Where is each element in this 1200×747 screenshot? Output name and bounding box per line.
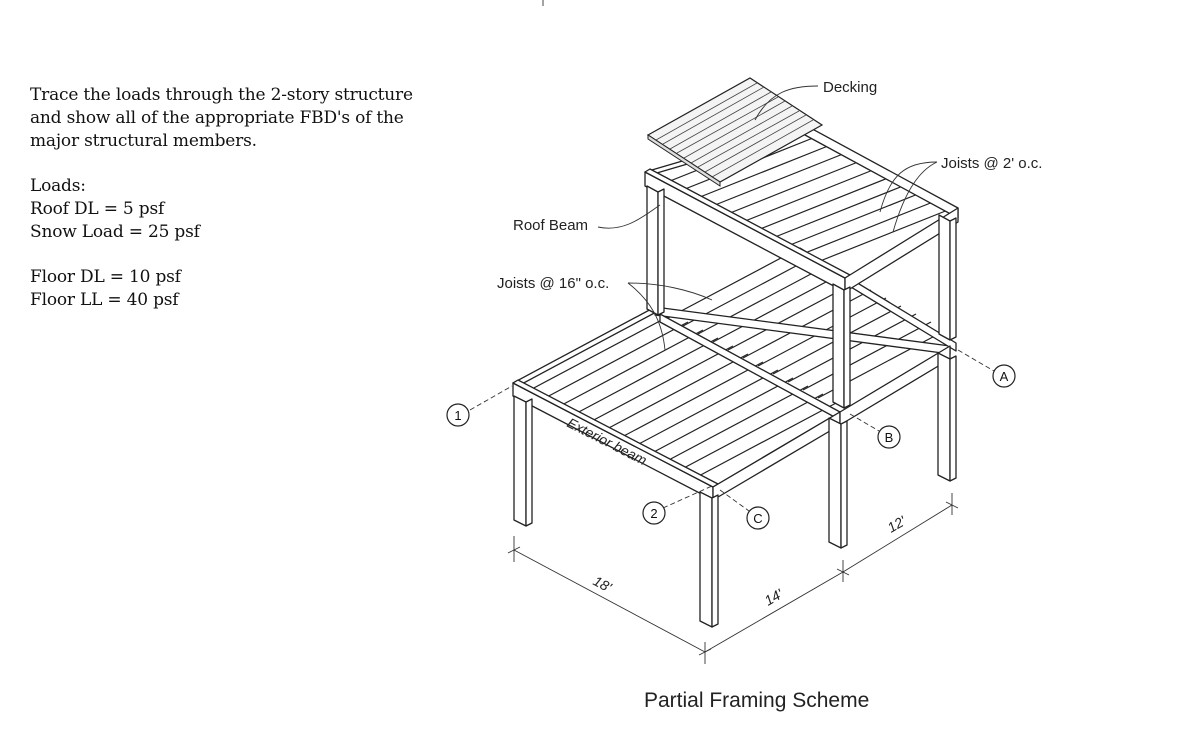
floor-joists-label: Joists @ 16" o.c. <box>497 275 610 292</box>
floor-live-load: Floor LL = 40 psf <box>30 290 179 310</box>
floor-dead-load: Floor DL = 10 psf <box>30 267 181 287</box>
grid-label-1: 1 <box>454 408 462 423</box>
floor-beam-right <box>840 346 950 425</box>
decking-panel <box>648 78 822 186</box>
decking-label: Decking <box>823 79 878 96</box>
figure-caption: Partial Framing Scheme <box>644 689 870 712</box>
dimension-14-label: 14' <box>761 585 786 609</box>
roof-beam-label: Roof Beam <box>513 217 589 234</box>
roof-beam <box>645 172 845 292</box>
floor-beam-line-1 <box>513 307 660 386</box>
instruction-line: and show all of the appropriate FBD's of the <box>30 108 404 128</box>
roof-dead-load: Roof DL = 5 psf <box>30 199 165 219</box>
dimension-12-label: 12' <box>884 512 909 536</box>
grid-label-b: B <box>884 430 894 445</box>
dimension-18-label: 18' <box>590 572 615 596</box>
exterior-beam-label: Exterior beam <box>564 414 650 469</box>
grid-a-line <box>958 350 994 371</box>
dimension-12 <box>843 493 958 572</box>
roof-back-beam <box>805 125 958 218</box>
floor-beam-line-2-face <box>713 412 840 500</box>
grid-label-c: C <box>753 511 763 526</box>
dimension-18 <box>508 536 711 664</box>
instruction-line: Trace the loads through the 2-story structure <box>30 85 413 105</box>
grid-1-line <box>470 386 512 410</box>
grid-label-2: 2 <box>650 506 658 521</box>
roof-beam-top <box>645 169 850 278</box>
roof-joists-label: Joists @ 2' o.c. <box>941 155 1043 172</box>
loads-heading: Loads: <box>30 176 86 196</box>
exterior-beam-top <box>513 380 718 487</box>
floor-joist-leader <box>628 283 712 300</box>
snow-load: Snow Load = 25 psf <box>30 222 200 242</box>
dimension-14 <box>705 560 849 652</box>
grid-label-a: A <box>999 369 1009 384</box>
instruction-line: major structural members. <box>30 131 257 151</box>
